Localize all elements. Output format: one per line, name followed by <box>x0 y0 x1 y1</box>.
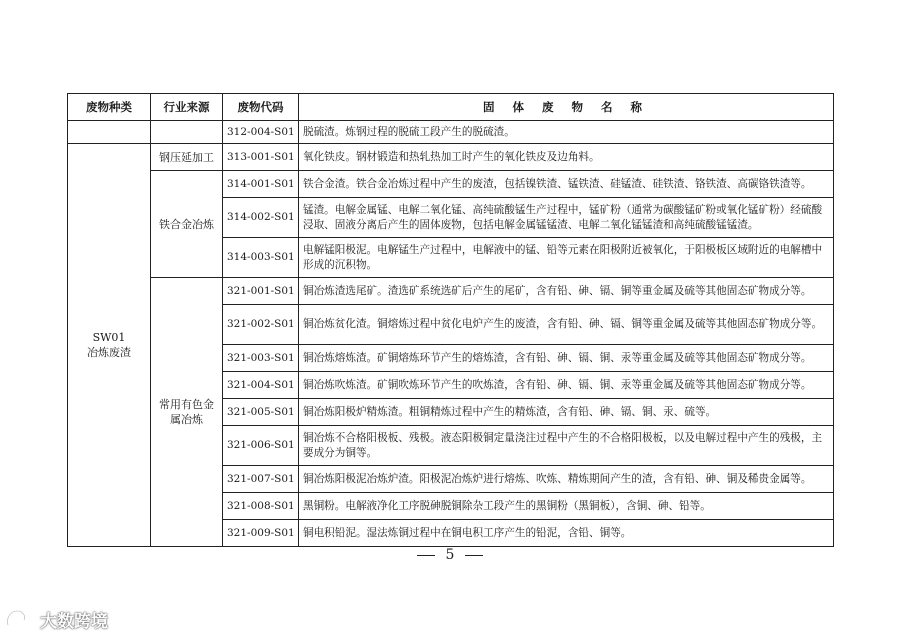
waste-name: 锰渣。电解金属锰、电解二氧化锰、高纯硫酸锰生产过程中，锰矿粉（通常为碳酸锰矿粉或氧化锰矿粉）经硫酸浸取、固液分离后产生的固体废物，包括电解金属锰锰渣、电解二氧化锰锰渣和高纯硫酸锰锰渣。 <box>299 198 834 238</box>
table-row <box>68 121 834 144</box>
waste-code: 321-003-S01 <box>223 345 299 372</box>
footer-dash-left <box>417 555 435 556</box>
waste-name: 铜冶炼吹炼渣。矿铜吹炼环节产生的吹炼渣，含有铅、砷、镉、铜、汞等重金属及硫等其他固态矿物成分等。 <box>299 372 834 399</box>
waste-name: 电解锰阳极泥。电解锰生产过程中，电解液中的锰、铅等元素在阳极附近被氧化，于阳极板区域附近的电解槽中形成的沉积物。 <box>299 238 834 278</box>
waste-category-cell <box>68 144 151 547</box>
waste-code: 321-002-S01 <box>223 305 299 345</box>
solid-waste-table <box>67 93 834 547</box>
category-name: 冶炼废渣 <box>87 346 131 359</box>
table-row <box>68 278 834 305</box>
table-header-row <box>68 94 834 121</box>
waste-name: 铜冶炼熔炼渣。矿铜熔炼环节产生的熔炼渣，含有铅、砷、镉、铜、汞等重金属及硫等其他固态矿物成分等。 <box>299 345 834 372</box>
header-waste-type: 废物种类 <box>68 94 151 121</box>
waste-code: 313-001-S01 <box>223 144 299 171</box>
watermark-logo-icon <box>4 607 34 631</box>
waste-name: 铜冶炼阳极泥冶炼炉渣。阳极泥冶炼炉进行熔炼、吹炼、精炼期间产生的渣，含有铅、砷、铜及稀贵金属等。 <box>299 466 834 493</box>
page-number: 5 <box>445 547 455 563</box>
waste-name: 氧化铁皮。钢材锻造和热轧热加工时产生的氧化铁皮及边角料。 <box>299 144 834 171</box>
waste-code: 321-006-S01 <box>223 426 299 466</box>
page-footer <box>0 547 900 563</box>
waste-code: 321-008-S01 <box>223 493 299 520</box>
waste-code: 321-004-S01 <box>223 372 299 399</box>
waste-name: 铜冶炼渣选尾矿。渣选矿系统选矿后产生的尾矿，含有铅、砷、镉、铜等重金属及硫等其他固态矿物成分等。 <box>299 278 834 305</box>
footer-dash-right <box>465 555 483 556</box>
table-row <box>68 171 834 198</box>
category-code: SW01 <box>92 331 126 344</box>
waste-code: 314-003-S01 <box>223 238 299 278</box>
empty-industry-cell <box>151 121 223 144</box>
table-row <box>68 144 834 171</box>
waste-name: 铁合金渣。铁合金冶炼过程中产生的废渣，包括镍铁渣、锰铁渣、硅锰渣、硅铁渣、铬铁渣、高碳铬铁渣等。 <box>299 171 834 198</box>
watermark <box>4 606 108 632</box>
empty-type-cell <box>68 121 151 144</box>
waste-code: 314-001-S01 <box>223 171 299 198</box>
industry-ferroalloy: 铁合金冶炼 <box>151 171 223 278</box>
waste-code: 321-001-S01 <box>223 278 299 305</box>
waste-name: 黑铜粉。电解液净化工序脱砷脱铜除杂工段产生的黑铜粉（黑铜板），含铜、砷、铅等。 <box>299 493 834 520</box>
waste-code: 321-009-S01 <box>223 520 299 547</box>
header-waste-name: 固 体 废 物 名 称 <box>299 94 834 121</box>
waste-name: 铜冶炼阳极炉精炼渣。粗铜精炼过程中产生的精炼渣，含有铅、砷、镉、铜、汞、硫等。 <box>299 399 834 426</box>
watermark-text: 大数跨境 <box>40 611 108 632</box>
waste-name: 铜冶炼贫化渣。铜熔炼过程中贫化电炉产生的废渣，含有铅、砷、镉、铜等重金属及硫等其他固态矿物成分等。 <box>299 305 834 345</box>
industry-nonferrous: 常用有色金属冶炼 <box>151 278 223 547</box>
waste-code: 314-002-S01 <box>223 198 299 238</box>
waste-name: 脱硫渣。炼钢过程的脱硫工段产生的脱硫渣。 <box>299 121 834 144</box>
waste-code: 321-005-S01 <box>223 399 299 426</box>
waste-code: 312-004-S01 <box>223 121 299 144</box>
header-industry-source: 行业来源 <box>151 94 223 121</box>
industry-steel-rolling: 钢压延加工 <box>151 144 223 171</box>
waste-code: 321-007-S01 <box>223 466 299 493</box>
waste-name: 铜电积铅泥。湿法炼铜过程中在铜电积工序产生的铅泥，含铅、铜等。 <box>299 520 834 547</box>
waste-name: 铜冶炼不合格阳极板、残极。液态阳极铜定量浇注过程中产生的不合格阳极板，以及电解过程中产生的残极，主要成分为铜等。 <box>299 426 834 466</box>
header-waste-code: 废物代码 <box>223 94 299 121</box>
